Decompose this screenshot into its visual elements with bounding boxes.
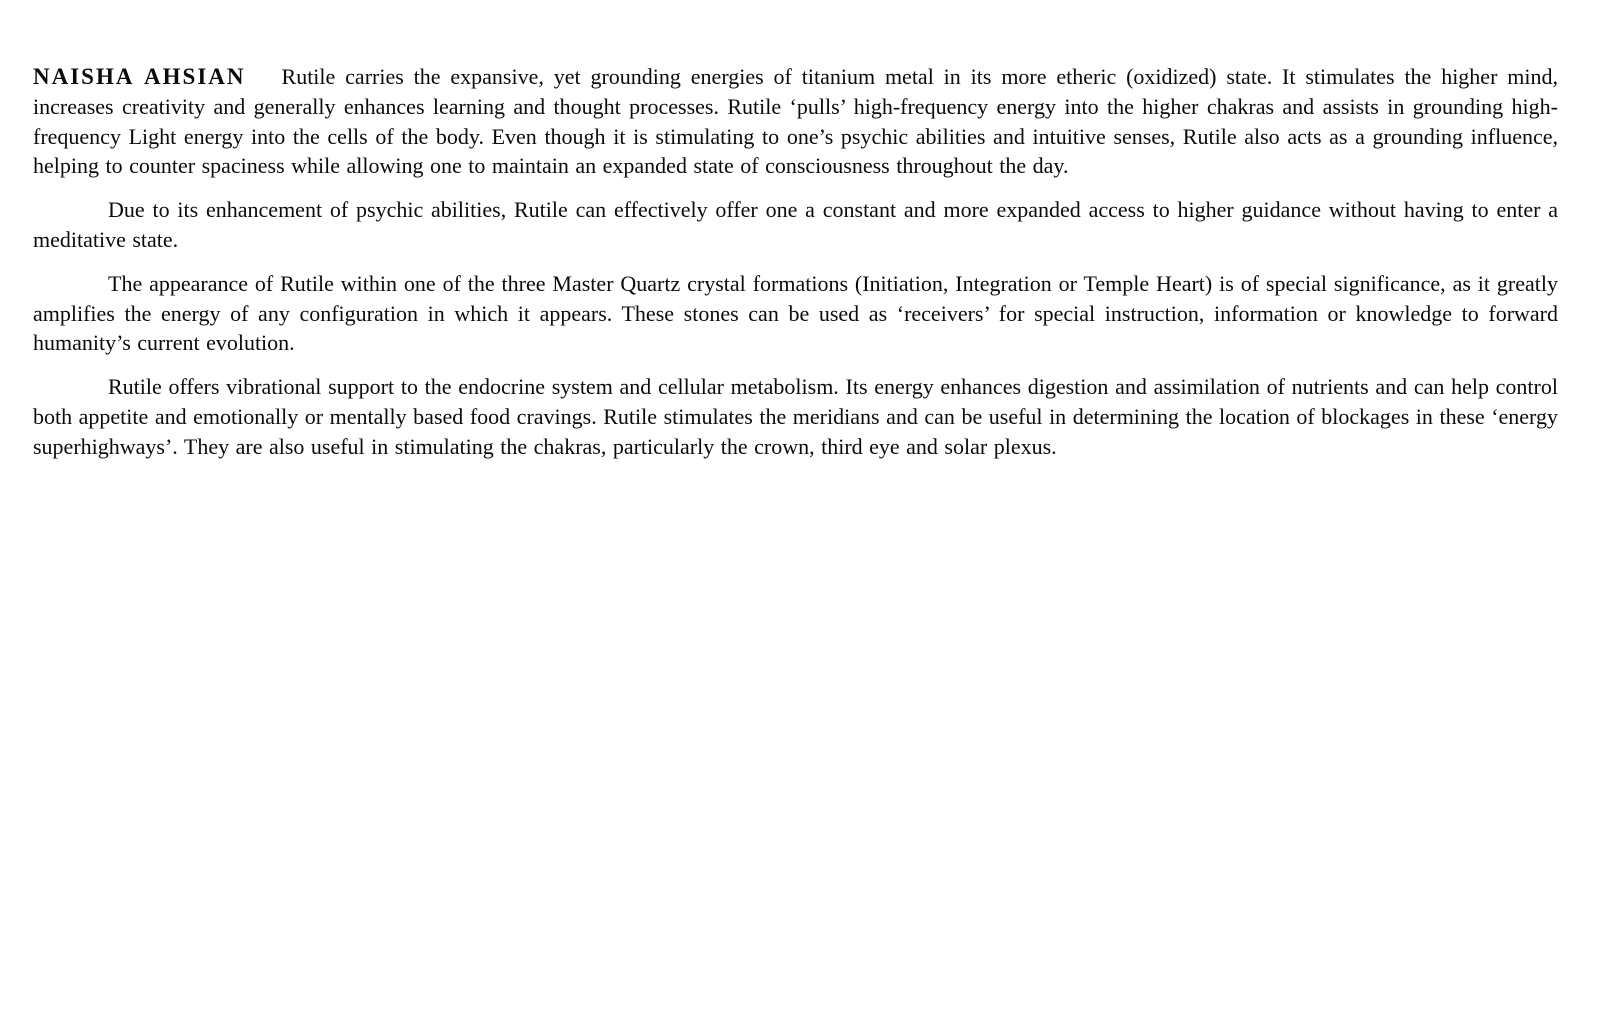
- paragraph-intro: [33, 62, 1558, 181]
- author-heading: NAISHA AHSIAN: [33, 64, 246, 89]
- paragraph-psychic-abilities: Due to its enhancement of psychic abilities, Rutile can effectively offer one a constant and more expanded access to higher guidance without having to enter a meditative state.: [33, 197, 1558, 252]
- text-block: [33, 62, 1558, 476]
- paragraph-master-quartz: The appearance of Rutile within one of the three Master Quartz crystal formations (Initiation, Integration or Temple Heart) is of special significance, as it greatly amplifies the energy of any configuration in which it appears. These stones can be used as ‘receivers’ for special instruction, information or knowledge to forward humanity’s current evolution.: [33, 270, 1558, 356]
- paragraph-vibrational-support: Rutile offers vibrational support to the endocrine system and cellular metabolism. Its energy enhances digestion and assimilation of nutrients and can help control both appetite and emotionally or mentally based food cravings. Rutile stimulates the meridians and can be useful in determining the location of blockages in these ‘energy superhighways’. They are also useful in stimulating the chakras, particularly the crown, third eye and solar plexus.: [33, 374, 1558, 459]
- paragraph-intro-text: Rutile carries the expansive, yet grounding energies of titanium metal in its more etheric (oxidized) state. It stimulates the higher mind, increases creativity and generally enhances learning and thought processes. Rutile ‘pulls’ high-frequency energy into the higher chakras and assists in grounding high-frequency Light energy into the cells of the body. Even though it is stimulating to one’s psychic abilities and intuitive senses, Rutile also acts as a grounding influence, helping to counter spaciness while allowing one to maintain an expanded state of consciousness throughout the day.: [33, 64, 1558, 179]
